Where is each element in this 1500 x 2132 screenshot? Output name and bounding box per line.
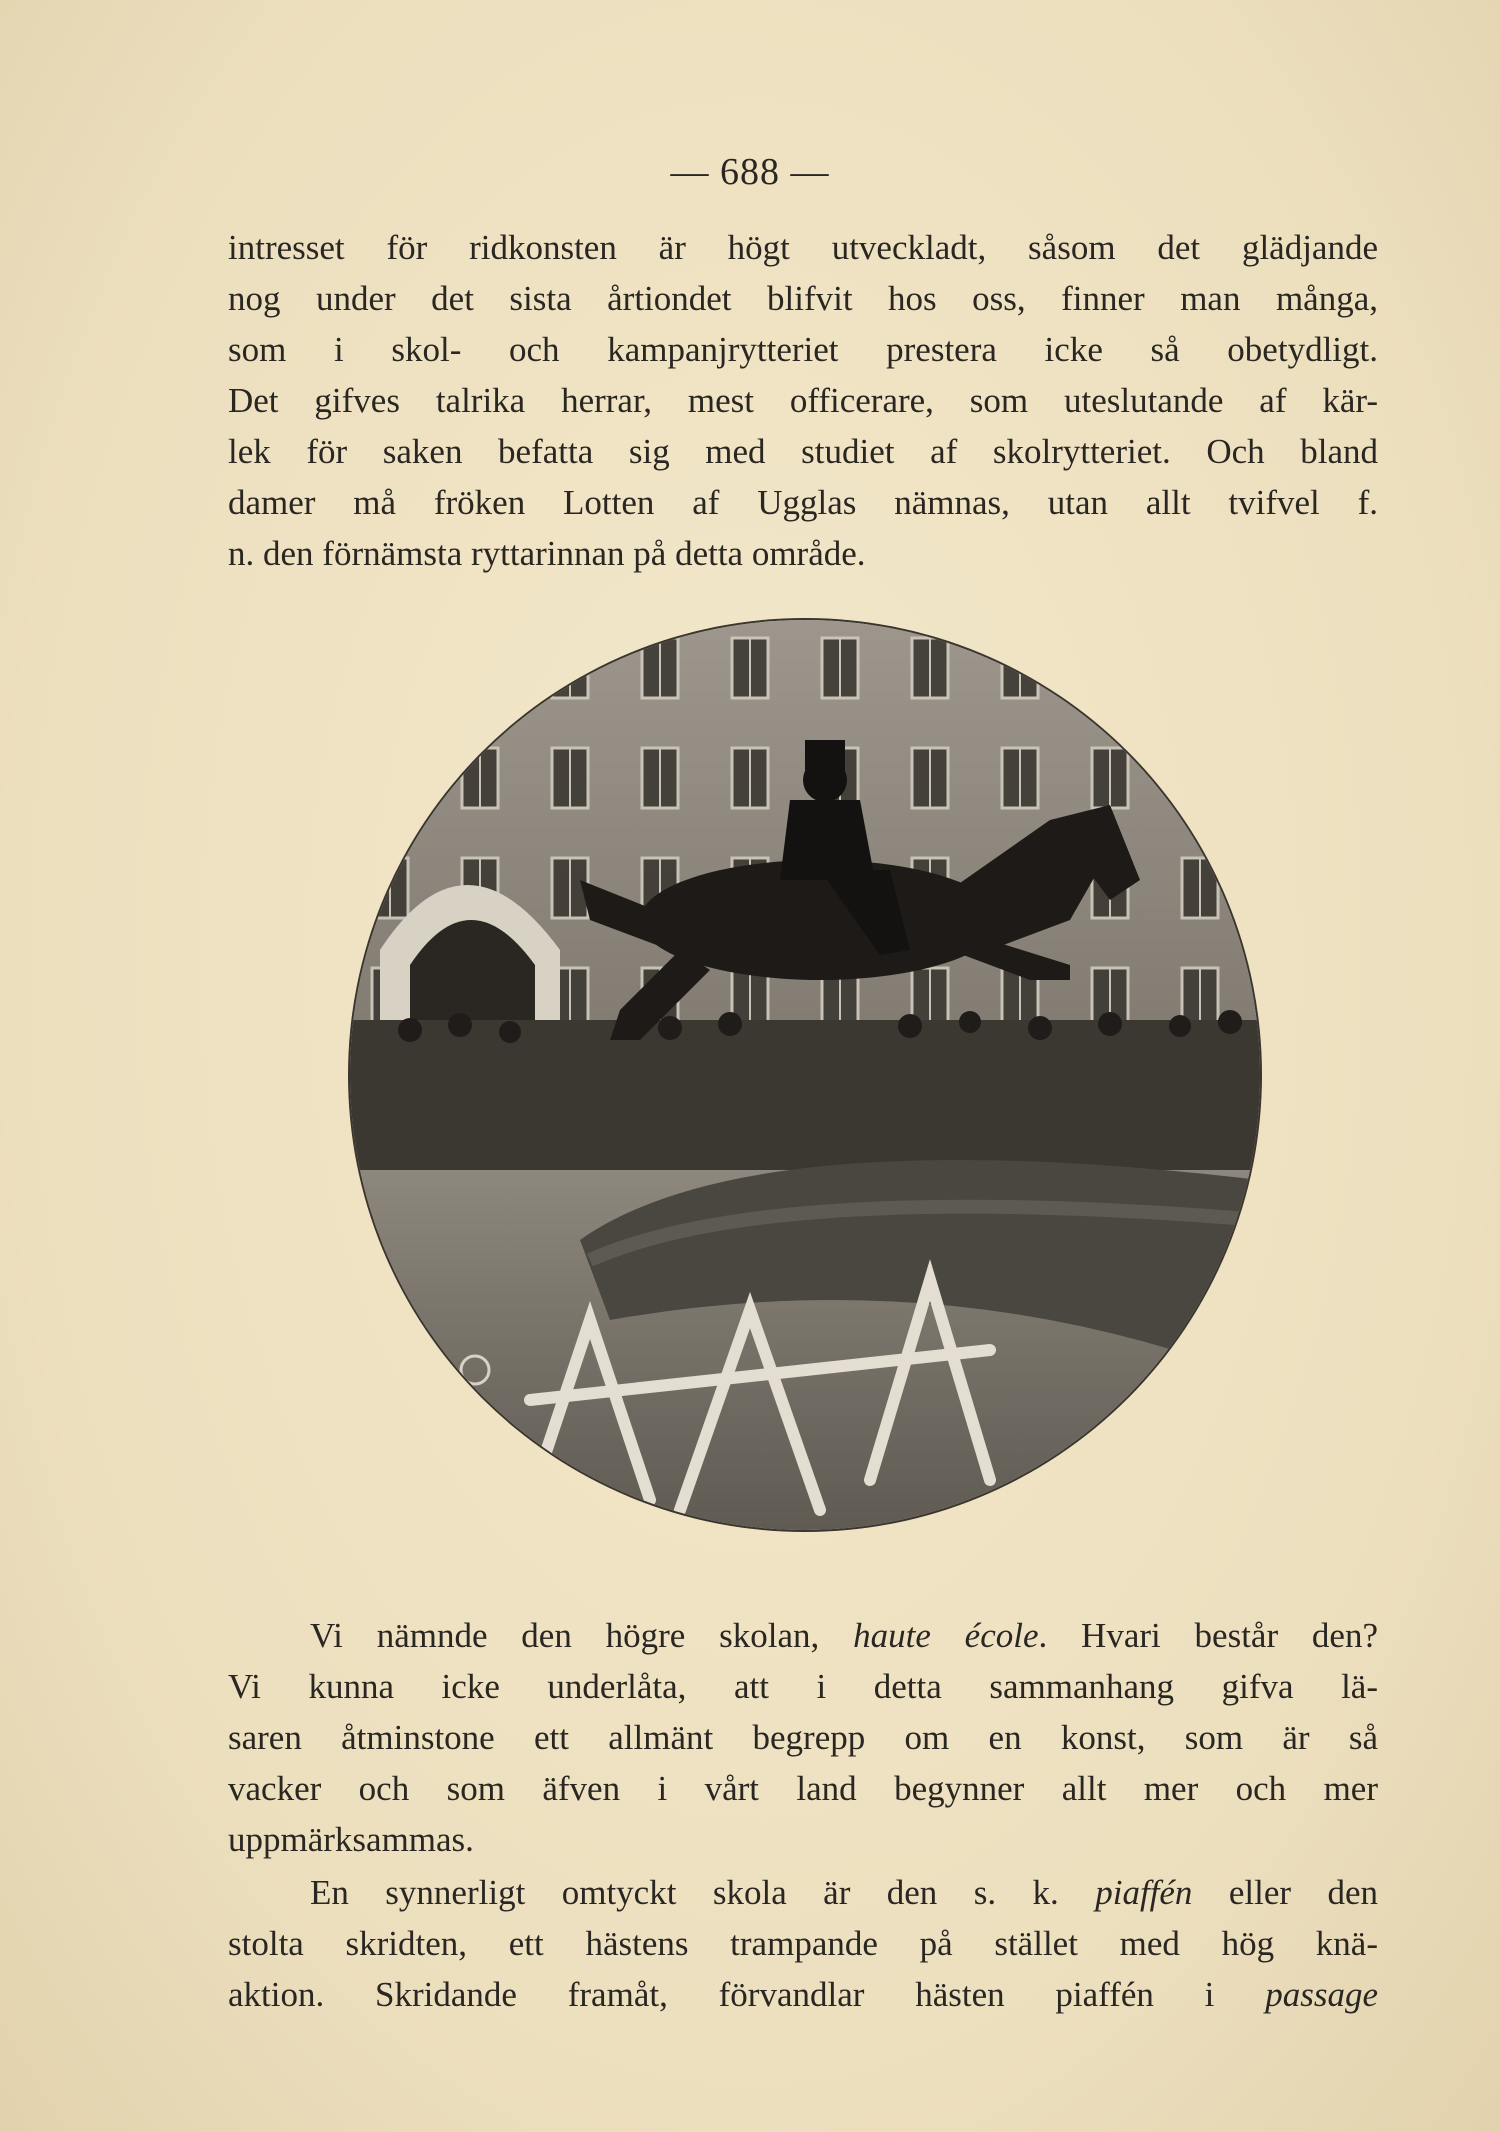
paragraph-1 (228, 222, 1378, 579)
text-line (310, 1610, 1378, 1661)
text-line: saren åtminstone ett allmänt begrepp om en konst, som är så (228, 1718, 1378, 1757)
text-run: eller den (1192, 1873, 1378, 1912)
paragraph-3 (228, 1867, 1378, 2020)
text-line: n. den förnämsta ryttarinnan på detta område. (228, 534, 866, 573)
text-line: stolta skridten, ett hästens trampande på stället med hög knä- (228, 1924, 1378, 1963)
italic-term: haute école (853, 1616, 1039, 1655)
italic-term: passage (1265, 1975, 1378, 2014)
text-line: som i skol- och kampanjrytteriet prestera icke så obetydligt. (228, 330, 1378, 369)
photo-illustration (350, 620, 1260, 1530)
text-run: . Hvari består den? (1038, 1616, 1379, 1655)
text-line: Vi kunna icke underlåta, att i detta sammanhang gifva lä- (228, 1667, 1378, 1706)
page-number: — 688 — (670, 151, 830, 193)
text-line: Det gifves talrika herrar, mest officerare, som uteslutande af kär- (228, 381, 1378, 420)
text-line: uppmärksammas. (228, 1820, 474, 1859)
text-run: Vi nämnde den högre skolan, (310, 1616, 854, 1655)
text-line: lek för saken befatta sig med studiet af skolrytteriet. Och bland (228, 432, 1378, 471)
text-line: intresset för ridkonsten är högt utveckladt, såsom det glädjande (228, 228, 1378, 267)
text-line: nog under det sista årtiondet blifvit hos oss, finner man många, (228, 279, 1378, 318)
text-run: En synnerligt omtyckt skola är den s. k. (310, 1873, 1096, 1912)
italic-term: piaffén (1095, 1873, 1193, 1912)
circular-photograph-horse-jumping (350, 620, 1260, 1530)
paragraph-2 (228, 1610, 1379, 1865)
text-line: vacker och som äfven i vårt land begynner allt mer och mer (228, 1769, 1378, 1808)
text-line: damer må fröken Lotten af Ugglas nämnas, utan allt tvifvel f. (228, 483, 1378, 522)
text-line (228, 1867, 1378, 1918)
text-line (228, 1969, 1378, 2020)
text-run: aktion. Skridande framåt, förvandlar hästen piaffén i (228, 1975, 1266, 2014)
